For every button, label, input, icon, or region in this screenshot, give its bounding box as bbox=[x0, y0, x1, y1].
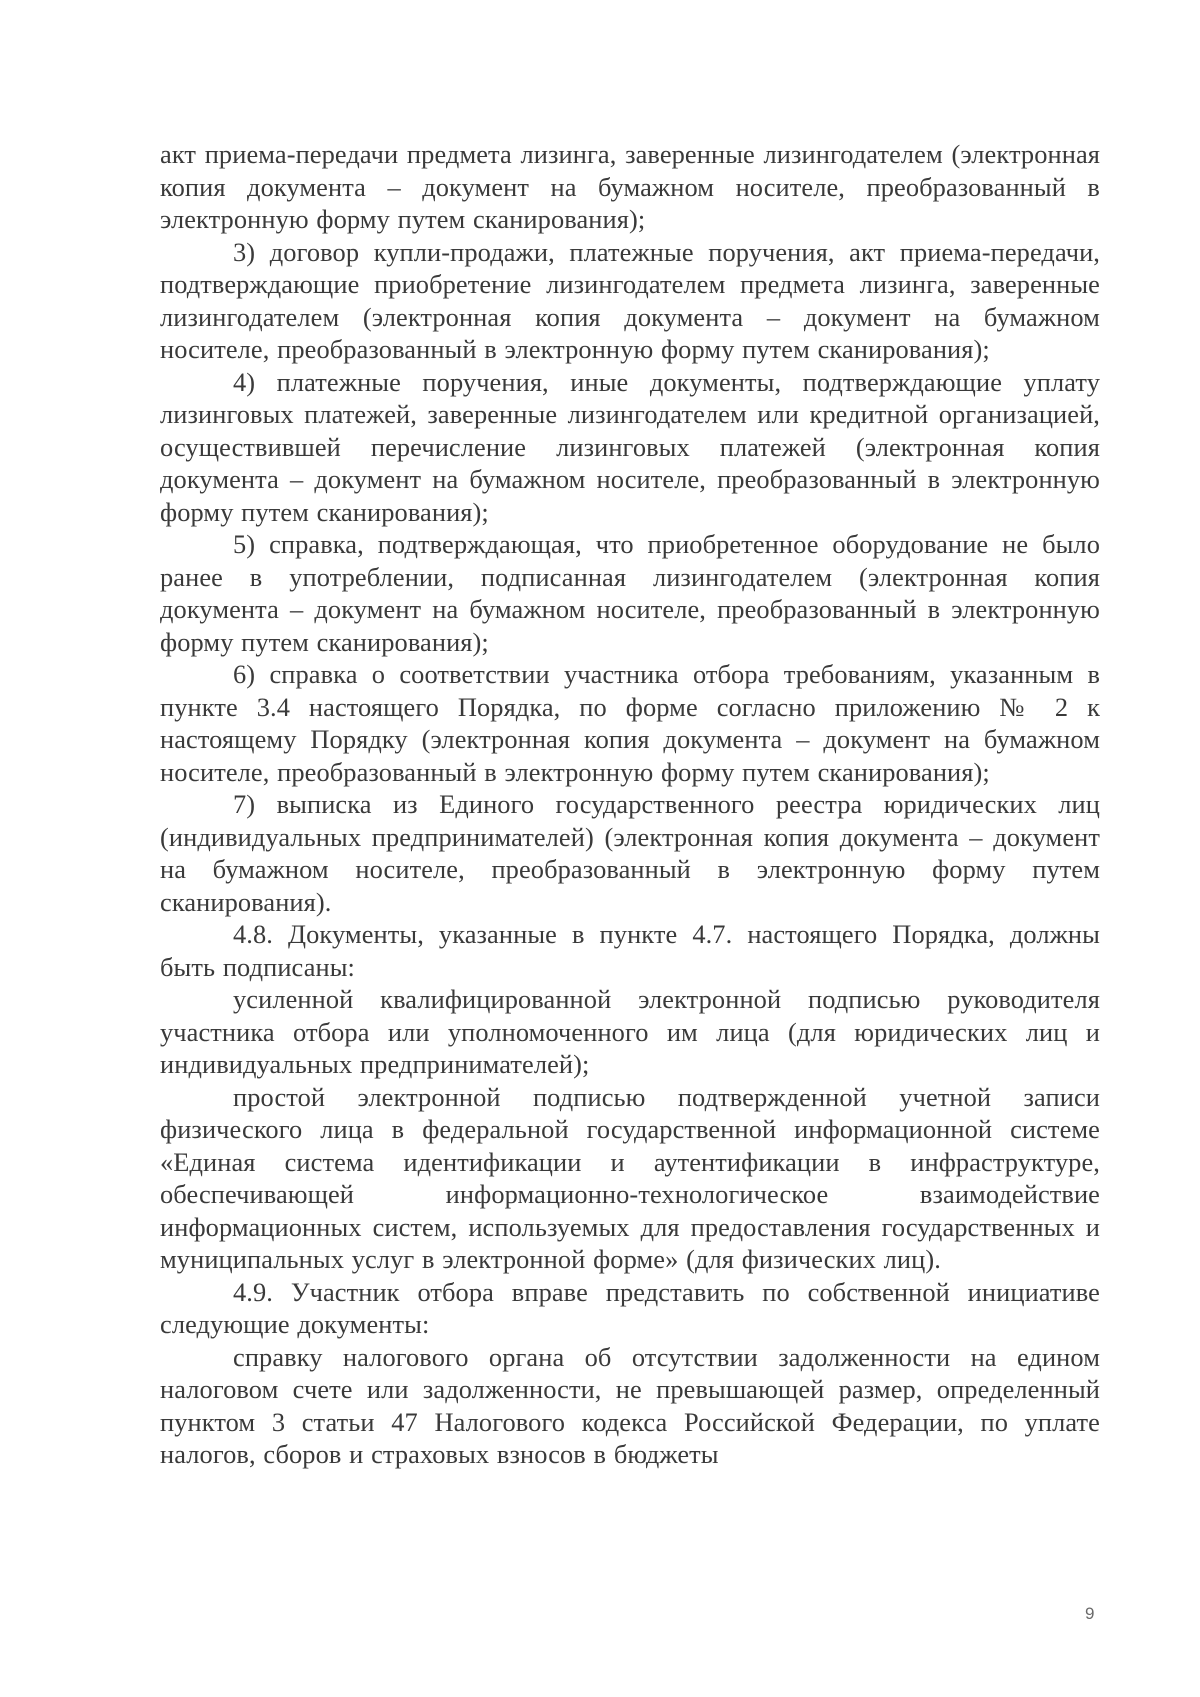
paragraph-1: акт приема-передачи предмета лизинга, заверенные лизингодателем (электронная копия документа – документ на бумажном носителе, преобразованный в электронную форму путем сканирования); bbox=[160, 139, 1100, 234]
paragraph-11: справку налогового органа об отсутствии задолженности на едином налоговом счете или задолженности, не превышающей размер, определенный пунктом 3 статьи 47 Налогового кодекса Российской Федерации, по уплате налогов, сборов и страховых взносов в бюджеты bbox=[160, 1341, 1100, 1469]
paragraph-6: 7) выписка из Единого государственного реестра юридических лиц (индивидуальных предпринимателей) (электронная копия документа – документ на бумажном носителе, преобразованный в электронную форму путем сканирования). bbox=[160, 789, 1100, 917]
paragraph-9: простой электронной подписью подтвержденной учетной записи физического лица в федеральной государственной информационной системе «Единая система идентификации и аутентификации в инфраструктуре, обеспечивающей информационно-технологическое взаимодействие информационных систем, используемых для предоставления государственных и муниципальных услуг в электронной форме» (для физических лиц). bbox=[160, 1081, 1100, 1274]
paragraph-3: 4) платежные поручения, иные документы, подтверждающие уплату лизинговых платежей, заверенные лизингодателем или кредитной организацией, осуществившей перечисление лизинговых платежей (электронная копия документа – документ на бумажном носителе, преобразованный в электронную форму путем сканирования); bbox=[160, 366, 1100, 527]
paragraph-2: 3) договор купли-продажи, платежные поручения, акт приема-передачи, подтверждающие приобретение лизингодателем предмета лизинга, заверенные лизингодателем (электронная копия документа – документ на бумажном носителе, преобразованный в электронную форму путем сканирования); bbox=[160, 236, 1100, 364]
paragraph-10: 4.9. Участник отбора вправе представить по собственной инициативе следующие документы: bbox=[160, 1276, 1100, 1339]
document-page bbox=[160, 138, 1100, 1471]
paragraph-4: 5) справка, подтверждающая, что приобретенное оборудование не было ранее в употреблении, подписанная лизингодателем (электронная копия документа – документ на бумажном носителе, преобразованный в электронную форму путем сканирования); bbox=[160, 529, 1100, 657]
paragraph-8: усиленной квалифицированной электронной подписью руководителя участника отбора или уполномоченного им лица (для юридических лиц и индивидуальных предпринимателей); bbox=[160, 984, 1100, 1079]
paragraph-7: 4.8. Документы, указанные в пункте 4.7. настоящего Порядка, должны быть подписаны: bbox=[160, 919, 1100, 982]
paragraph-5: 6) справка о соответствии участника отбора требованиям, указанным в пункте 3.4 настоящего Порядка, по форме согласно приложению № 2 к настоящему Порядку (электронная копия документа – документ на бумажном носителе, преобразованный в электронную форму путем сканирования); bbox=[160, 659, 1100, 787]
page-number: 9 bbox=[1085, 1604, 1095, 1623]
